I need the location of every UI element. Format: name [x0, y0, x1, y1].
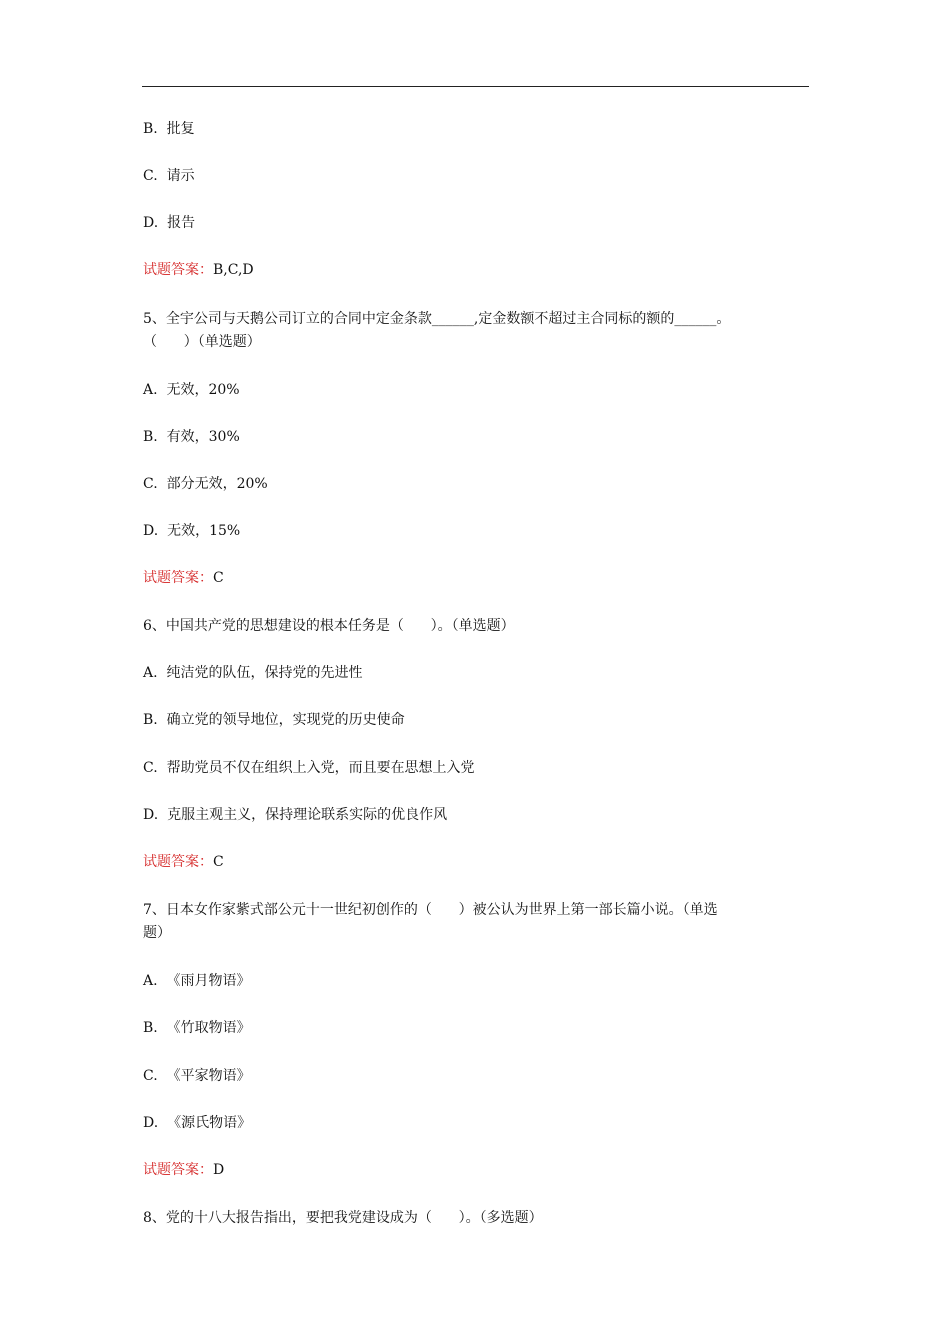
option-line: D. 报告: [143, 215, 196, 231]
answer-value: C: [213, 854, 224, 870]
option-line: B. 确立党的领导地位，实现党的历史使命: [143, 712, 405, 728]
answer-label: 试题答案：: [143, 570, 213, 586]
header-rule: [142, 86, 809, 87]
option-line: D. 《源氏物语》: [143, 1115, 252, 1131]
option-line: C. 部分无效，20%: [143, 476, 268, 492]
question-text-continued: 题）: [143, 925, 171, 941]
option-line: A. 《雨月物语》: [143, 973, 251, 989]
answer-label: 试题答案：: [143, 1162, 213, 1178]
option-line: C. 帮助党员不仅在组织上入党，而且要在思想上入党: [143, 760, 475, 776]
question-text: 7、日本女作家紫式部公元十一世纪初创作的（ ）被公认为世界上第一部长篇小说。（单选: [143, 902, 718, 918]
answer-line: [143, 1159, 813, 1181]
answer-line: [143, 567, 813, 589]
question-text: 6、中国共产党的思想建设的根本任务是（ ）。（单选题）: [143, 618, 515, 634]
option-line: B. 《竹取物语》: [143, 1020, 251, 1036]
answer-value: D: [213, 1162, 225, 1178]
answer-label: 试题答案：: [143, 262, 213, 278]
option-line: A. 无效，20%: [143, 382, 240, 398]
option-line: D. 克服主观主义，保持理论联系实际的优良作风: [143, 807, 448, 823]
answer-line: [143, 259, 813, 281]
option-line: D. 无效，15%: [143, 523, 241, 539]
answer-line: [143, 851, 813, 873]
question-text: 5、全宇公司与天鹅公司订立的合同中定金条款______,定金数额不超过主合同标的额的______。: [143, 311, 731, 327]
option-line: B. 有效，30%: [143, 429, 240, 445]
option-line: C. 请示: [143, 168, 195, 184]
question-text-continued: （ ）（单选题）: [143, 334, 261, 350]
answer-label: 试题答案：: [143, 854, 213, 870]
option-line: A. 纯洁党的队伍，保持党的先进性: [143, 665, 363, 681]
question-text: 8、党的十八大报告指出，要把我党建设成为（ ）。（多选题）: [143, 1210, 543, 1226]
option-line: C. 《平家物语》: [143, 1068, 251, 1084]
answer-value: B,C,D: [213, 262, 254, 278]
answer-value: C: [213, 570, 224, 586]
option-line: B. 批复: [143, 121, 195, 137]
